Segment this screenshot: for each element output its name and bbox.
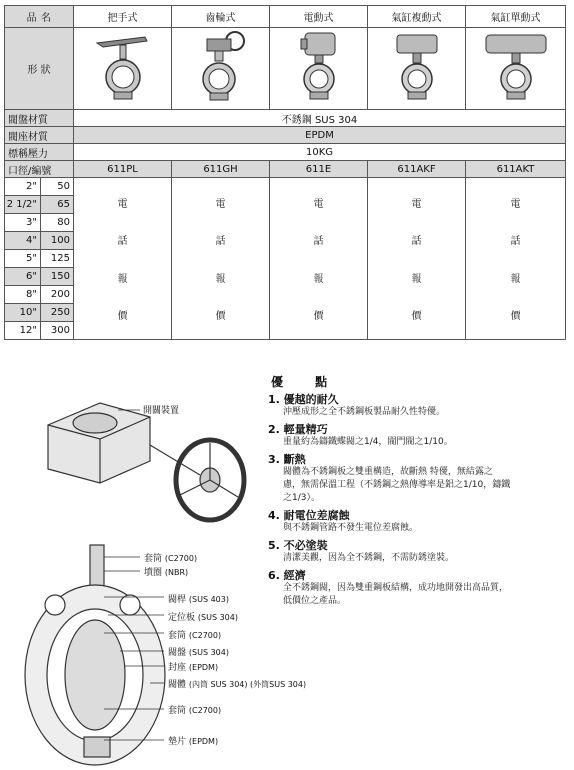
callout-en: (EPDM)	[188, 663, 219, 672]
advantage-body: 沖壓成形之全不銹鋼板製品耐久性特優。	[283, 407, 446, 417]
callout-en: (SUS 304)	[197, 613, 238, 622]
price-cell	[466, 178, 566, 340]
callout-zh: 封座	[168, 663, 187, 673]
price-char: 報	[215, 273, 226, 285]
size-mm: 250	[41, 304, 74, 322]
callout-bushing	[144, 551, 197, 564]
model-cell: 611AKT	[466, 161, 566, 178]
callout-seat	[168, 660, 218, 673]
advantage-body: 全不銹鋼閥，因為雙重鋼板結構，成功地開發出高品質，	[283, 583, 509, 593]
pressure-label: 標稱壓力	[5, 144, 74, 161]
size-inch: 5"	[5, 250, 41, 268]
advantage-body: 重量約為鑄鐵蝶閥之1/4，閥門閥之1/10。	[283, 437, 453, 447]
callout-en: (SUS 304)	[188, 648, 229, 657]
callout-zh: 墳圈	[144, 568, 163, 578]
advantage-heading: 6. 經濟	[268, 569, 306, 582]
pneumatic-single-valve-image	[466, 28, 566, 110]
size-inch: 4"	[5, 232, 41, 250]
advantage-body: 之1/3）。	[283, 493, 320, 503]
price-cell	[270, 178, 368, 340]
handle-valve-image	[74, 28, 172, 110]
advantage-heading: 1. 優越的耐久	[268, 393, 339, 406]
size-mm: 65	[41, 196, 74, 214]
size-inch: 2 1/2"	[5, 196, 41, 214]
price-char: 電	[313, 198, 324, 210]
advantage-body: 慮，無需保溫工程（不銹鋼之熱傳導率是鋁之1/10，鑄鐵	[283, 480, 511, 490]
callout-bushing	[168, 628, 221, 641]
price-char: 價	[411, 311, 422, 323]
advantage-item	[268, 509, 568, 535]
price-char: 話	[411, 236, 422, 248]
callout-bushing	[168, 703, 221, 716]
price-cell	[74, 178, 172, 340]
price-cell	[172, 178, 270, 340]
seat-material-row	[5, 127, 566, 144]
advantage-body: 與不銹鋼管路不發生電位差腐蝕。	[283, 523, 419, 533]
size-mm: 50	[41, 178, 74, 196]
callout-zh: 定位板	[168, 613, 196, 623]
advantage-item	[268, 569, 568, 608]
product-pneumatic-single: 氣缸單動式	[466, 6, 566, 28]
advantage-body: 低價位之產品。	[283, 596, 347, 606]
price-char: 報	[117, 273, 128, 285]
callout-en: (內筒 SUS 304) (外筒SUS 304)	[188, 680, 307, 689]
price-char: 電	[117, 198, 128, 210]
product-gear: 齒輪式	[172, 6, 270, 28]
price-char: 報	[510, 273, 521, 285]
price-char: 話	[215, 236, 226, 248]
price-char: 話	[117, 236, 128, 248]
callout-zh: 套筒	[168, 631, 187, 641]
advantages-section	[268, 376, 568, 608]
size-inch: 10"	[5, 304, 41, 322]
product-electric: 電動式	[270, 6, 368, 28]
pressure-row	[5, 144, 566, 161]
size-inch: 12"	[5, 322, 41, 340]
callout-operator: 開關裝置	[143, 406, 180, 416]
size-inch: 6"	[5, 268, 41, 286]
header-row	[5, 6, 566, 28]
spec-table	[4, 5, 566, 340]
advantage-body: 清潔美觀，因為全不銹鋼，不需防銹塗裝。	[283, 553, 455, 563]
callout-en: (EPDM)	[188, 737, 219, 746]
disc-material-row	[5, 110, 566, 127]
callout-gasket-ring	[144, 565, 188, 578]
callout-zh: 套筒	[144, 554, 163, 564]
model-row	[5, 161, 566, 178]
model-cell: 611AKF	[368, 161, 466, 178]
advantage-item	[268, 393, 568, 419]
price-char: 價	[510, 311, 521, 323]
price-cell	[368, 178, 466, 340]
model-cell: 611E	[270, 161, 368, 178]
size-mm: 200	[41, 286, 74, 304]
seat-material-label: 閥座材質	[5, 127, 74, 144]
callout-zh: 閥盤	[168, 648, 187, 658]
model-cell: 611PL	[74, 161, 172, 178]
product-pneumatic-double: 氣缸複動式	[368, 6, 466, 28]
advantage-heading: 3. 斷熱	[268, 453, 306, 466]
advantages-title: 優 點	[271, 375, 342, 389]
callout-en: (C2700)	[188, 706, 222, 715]
size-mm: 150	[41, 268, 74, 286]
disc-material-label: 閥盤材質	[5, 110, 74, 127]
pneumatic-double-valve-image	[368, 28, 466, 110]
gear-valve-image	[172, 28, 270, 110]
size-inch: 3"	[5, 214, 41, 232]
seat-material-value: EPDM	[74, 127, 566, 144]
advantage-item	[268, 423, 568, 449]
size-inch: 8"	[5, 286, 41, 304]
disc-material-value: 不銹鋼 SUS 304	[74, 110, 566, 127]
size-row	[5, 178, 566, 196]
model-label: 口徑/編號	[5, 161, 74, 178]
size-mm: 100	[41, 232, 74, 250]
advantage-heading: 4. 耐電位差腐蝕	[268, 509, 350, 522]
price-char: 報	[313, 273, 324, 285]
electric-valve-image	[270, 28, 368, 110]
callout-zh: 閥體	[168, 680, 187, 690]
product-handle: 把手式	[74, 6, 172, 28]
callout-disc	[168, 645, 229, 658]
size-inch: 2"	[5, 178, 41, 196]
price-char: 電	[510, 198, 521, 210]
advantage-body: 閥體為不銹鋼板之雙重構造，故斷熱 特優，無結露之	[283, 467, 493, 477]
price-char: 價	[215, 311, 226, 323]
price-char: 話	[510, 236, 521, 248]
size-mm: 125	[41, 250, 74, 268]
price-char: 電	[411, 198, 422, 210]
callout-zh: 閥桿	[168, 595, 187, 605]
callout-en: (C2700)	[188, 631, 222, 640]
callout-stem	[168, 592, 229, 605]
advantage-item	[268, 539, 568, 565]
valve-exploded-diagram	[0, 365, 270, 770]
callout-en: (NBR)	[164, 568, 189, 577]
price-char: 話	[313, 236, 324, 248]
price-char: 價	[313, 311, 324, 323]
advantage-heading: 2. 輕量精巧	[268, 423, 328, 436]
shape-row	[5, 28, 566, 110]
pressure-value: 10KG	[74, 144, 566, 161]
shape-label: 形 狀	[5, 28, 74, 110]
callout-zh: 套筒	[168, 706, 187, 716]
price-char: 電	[215, 198, 226, 210]
advantage-heading: 5. 不必塗裝	[268, 539, 328, 552]
model-cell: 611GH	[172, 161, 270, 178]
callout-en: (C2700)	[164, 554, 198, 563]
callout-body	[168, 677, 306, 690]
size-mm: 80	[41, 214, 74, 232]
price-char: 價	[117, 311, 128, 323]
callout-en: (SUS 403)	[188, 595, 229, 604]
price-char: 報	[411, 273, 422, 285]
size-mm: 300	[41, 322, 74, 340]
callout-gasket	[168, 734, 218, 747]
callout-zh: 墊片	[168, 737, 187, 747]
advantage-item	[268, 453, 568, 505]
name-label: 品 名	[5, 6, 74, 28]
callout-positioning-plate	[168, 610, 238, 623]
